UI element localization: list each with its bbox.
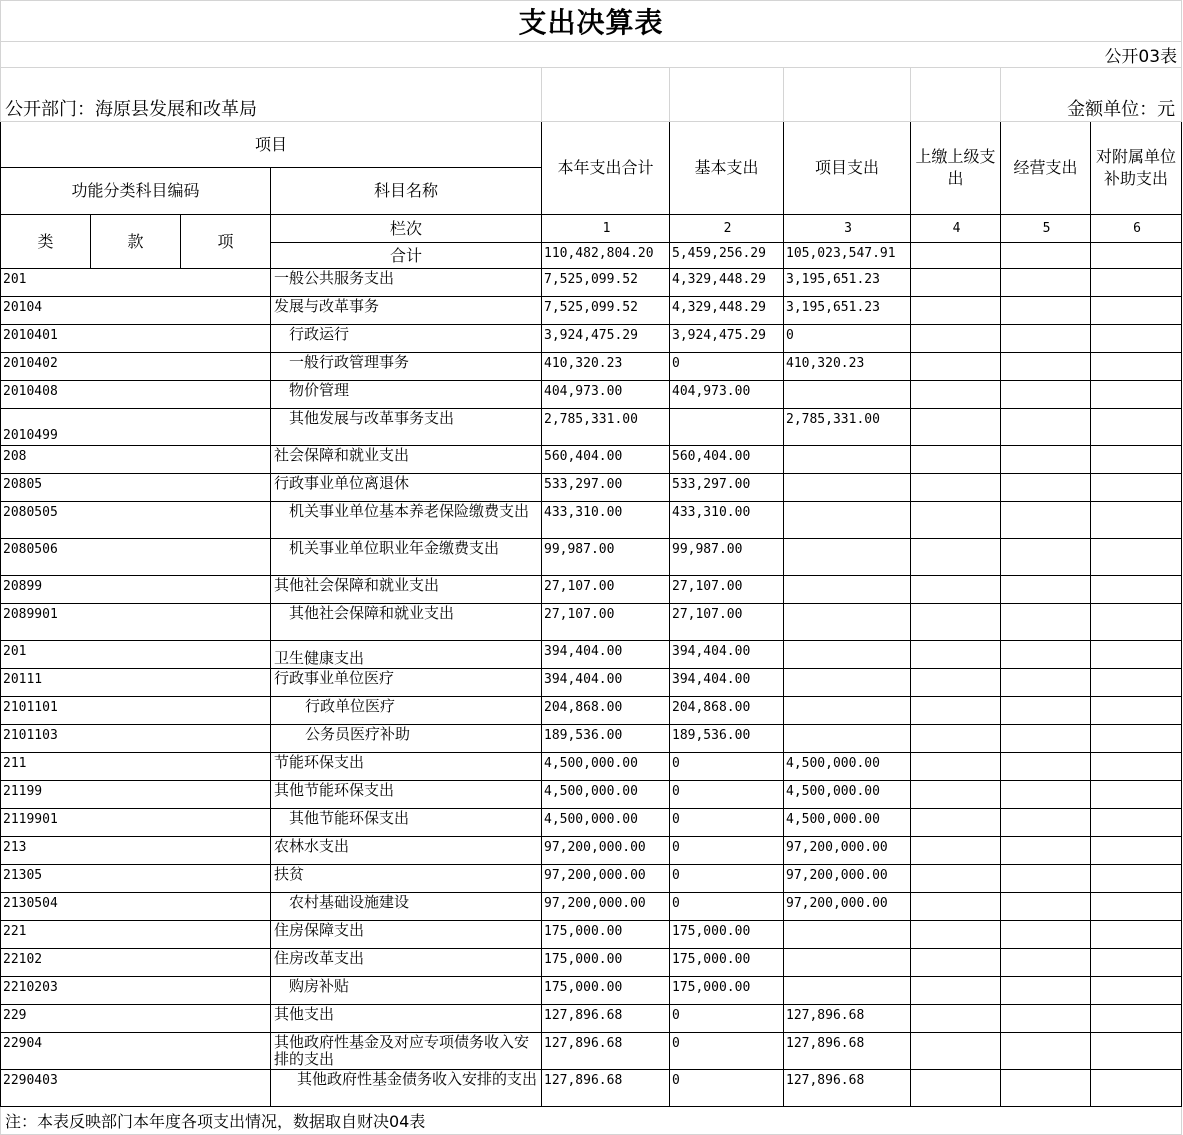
row-value-col-5 (1001, 809, 1091, 837)
row-value-col-1: 560,404.00 (542, 446, 670, 474)
row-value-col-3 (784, 669, 911, 697)
table-row (1, 1070, 1182, 1107)
row-value-col-4 (911, 474, 1001, 502)
table-row (1, 269, 1182, 297)
row-value-col-1: 433,310.00 (542, 502, 670, 539)
row-name: 物价管理 (271, 381, 542, 409)
row-value-col-4 (911, 325, 1001, 353)
row-code: 21305 (1, 865, 271, 893)
row-name: 行政事业单位医疗 (271, 669, 542, 697)
col-num-3: 3 (784, 215, 911, 243)
row-code: 201 (1, 641, 271, 669)
col-num-1: 1 (542, 215, 670, 243)
row-code: 221 (1, 921, 271, 949)
row-value-col-1: 2,785,331.00 (542, 409, 670, 446)
row-code: 2210203 (1, 977, 271, 1005)
row-value-col-2: 27,107.00 (670, 604, 784, 641)
row-value-col-3 (784, 576, 911, 604)
row-value-col-3: 0 (784, 325, 911, 353)
row-value-col-6 (1091, 297, 1182, 325)
row-name: 购房补贴 (271, 977, 542, 1005)
row-name: 卫生健康支出 (271, 641, 542, 669)
row-value-col-3: 2,785,331.00 (784, 409, 911, 446)
row-value-col-4 (911, 269, 1001, 297)
row-value-col-4 (911, 725, 1001, 753)
row-value-col-3 (784, 446, 911, 474)
row-value-col-1: 410,320.23 (542, 353, 670, 381)
row-value-col-5 (1001, 1033, 1091, 1070)
row-value-col-4 (911, 837, 1001, 865)
row-value-col-5 (1001, 474, 1091, 502)
row-value-col-2: 4,329,448.29 (670, 297, 784, 325)
row-value-col-3: 3,195,651.23 (784, 297, 911, 325)
row-value-col-2: 0 (670, 837, 784, 865)
row-value-col-5 (1001, 502, 1091, 539)
row-name: 节能环保支出 (271, 753, 542, 781)
row-value-col-5 (1001, 781, 1091, 809)
row-value-col-1: 404,973.00 (542, 381, 670, 409)
row-name: 行政单位医疗 (271, 697, 542, 725)
page-title: 支出决算表 (1, 1, 1182, 42)
row-value-col-4 (911, 381, 1001, 409)
row-value-col-4 (911, 297, 1001, 325)
row-value-col-3: 4,500,000.00 (784, 809, 911, 837)
table-row (1, 381, 1182, 409)
row-name: 机关事业单位基本养老保险缴费支出 (271, 502, 542, 539)
header-lanci: 栏次 (271, 215, 542, 243)
row-value-col-2 (670, 409, 784, 446)
row-value-col-5 (1001, 977, 1091, 1005)
row-value-col-2: 175,000.00 (670, 921, 784, 949)
row-value-col-4 (911, 669, 1001, 697)
table-row (1, 576, 1182, 604)
row-value-col-5 (1001, 865, 1091, 893)
row-value-col-1: 189,536.00 (542, 725, 670, 753)
row-value-col-6 (1091, 949, 1182, 977)
row-value-col-6 (1091, 474, 1182, 502)
row-value-col-4 (911, 865, 1001, 893)
row-value-col-6 (1091, 381, 1182, 409)
row-code: 201 (1, 269, 271, 297)
row-value-col-3 (784, 977, 911, 1005)
row-value-col-1: 3,924,475.29 (542, 325, 670, 353)
row-name: 其他节能环保支出 (271, 809, 542, 837)
table-row (1, 1033, 1182, 1070)
row-value-col-3: 97,200,000.00 (784, 865, 911, 893)
row-value-col-2: 433,310.00 (670, 502, 784, 539)
header-func-code: 功能分类科目编码 (1, 168, 271, 215)
col-num-6: 6 (1091, 215, 1182, 243)
row-value-col-6 (1091, 641, 1182, 669)
table-row (1, 893, 1182, 921)
row-value-col-1: 175,000.00 (542, 921, 670, 949)
row-value-col-1: 127,896.68 (542, 1070, 670, 1107)
row-value-col-1: 127,896.68 (542, 1005, 670, 1033)
row-value-col-6 (1091, 325, 1182, 353)
total-col-3: 105,023,547.91 (784, 243, 911, 269)
total-col-6 (1091, 243, 1182, 269)
row-code: 2080506 (1, 539, 271, 576)
row-value-col-3: 410,320.23 (784, 353, 911, 381)
row-value-col-6 (1091, 669, 1182, 697)
row-name: 其他节能环保支出 (271, 781, 542, 809)
row-value-col-2: 0 (670, 353, 784, 381)
row-value-col-2: 0 (670, 809, 784, 837)
total-col-4 (911, 243, 1001, 269)
header-kuan: 款 (91, 215, 181, 269)
row-value-col-6 (1091, 576, 1182, 604)
row-value-col-2: 0 (670, 753, 784, 781)
row-value-col-6 (1091, 502, 1182, 539)
row-value-col-3: 127,896.68 (784, 1033, 911, 1070)
row-code: 2101101 (1, 697, 271, 725)
table-row (1, 604, 1182, 641)
header-project: 项目 (1, 122, 542, 168)
row-value-col-5 (1001, 325, 1091, 353)
row-value-col-4 (911, 809, 1001, 837)
row-value-col-6 (1091, 753, 1182, 781)
header-col-2: 基本支出 (670, 122, 784, 215)
table-row (1, 539, 1182, 576)
row-value-col-1: 175,000.00 (542, 949, 670, 977)
row-value-col-3 (784, 539, 911, 576)
row-value-col-5 (1001, 297, 1091, 325)
row-code: 2010402 (1, 353, 271, 381)
row-value-col-5 (1001, 949, 1091, 977)
row-value-col-3 (784, 949, 911, 977)
row-value-col-5 (1001, 409, 1091, 446)
row-code: 213 (1, 837, 271, 865)
row-code: 20111 (1, 669, 271, 697)
row-value-col-4 (911, 1005, 1001, 1033)
row-value-col-3 (784, 502, 911, 539)
row-code: 2080505 (1, 502, 271, 539)
row-name: 其他支出 (271, 1005, 542, 1033)
row-value-col-6 (1091, 725, 1182, 753)
row-value-col-6 (1091, 921, 1182, 949)
row-value-col-2: 0 (670, 1005, 784, 1033)
row-value-col-6 (1091, 977, 1182, 1005)
header-col-5: 经营支出 (1001, 122, 1091, 215)
row-value-col-3 (784, 921, 911, 949)
row-value-col-4 (911, 893, 1001, 921)
row-name: 一般行政管理事务 (271, 353, 542, 381)
row-value-col-5 (1001, 921, 1091, 949)
table-row (1, 949, 1182, 977)
header-xiang: 项 (181, 215, 271, 269)
row-name: 其他社会保障和就业支出 (271, 576, 542, 604)
row-name: 发展与改革事务 (271, 297, 542, 325)
row-value-col-6 (1091, 353, 1182, 381)
row-value-col-4 (911, 697, 1001, 725)
table-row (1, 446, 1182, 474)
table-row (1, 1005, 1182, 1033)
header-col-3: 项目支出 (784, 122, 911, 215)
row-name: 行政运行 (271, 325, 542, 353)
row-code: 22102 (1, 949, 271, 977)
row-value-col-3: 127,896.68 (784, 1070, 911, 1107)
row-value-col-1: 175,000.00 (542, 977, 670, 1005)
row-value-col-4 (911, 502, 1001, 539)
row-value-col-4 (911, 576, 1001, 604)
header-subject-name: 科目名称 (271, 168, 542, 215)
col-num-5: 5 (1001, 215, 1091, 243)
row-value-col-5 (1001, 837, 1091, 865)
row-value-col-4 (911, 446, 1001, 474)
row-code: 20805 (1, 474, 271, 502)
row-value-col-3 (784, 474, 911, 502)
row-value-col-3: 4,500,000.00 (784, 781, 911, 809)
table-row (1, 297, 1182, 325)
row-value-col-3 (784, 725, 911, 753)
row-code: 20104 (1, 297, 271, 325)
col-num-2: 2 (670, 215, 784, 243)
header-col-1: 本年支出合计 (542, 122, 670, 215)
row-value-col-6 (1091, 837, 1182, 865)
header-lei: 类 (1, 215, 91, 269)
table-row (1, 641, 1182, 669)
row-value-col-3 (784, 381, 911, 409)
row-value-col-3 (784, 697, 911, 725)
row-code: 2130504 (1, 893, 271, 921)
row-value-col-6 (1091, 1033, 1182, 1070)
row-code: 20899 (1, 576, 271, 604)
row-value-col-5 (1001, 269, 1091, 297)
table-row (1, 502, 1182, 539)
total-col-5 (1001, 243, 1091, 269)
row-name: 一般公共服务支出 (271, 269, 542, 297)
row-value-col-5 (1001, 893, 1091, 921)
table-row (1, 409, 1182, 446)
table-row (1, 669, 1182, 697)
row-value-col-3 (784, 641, 911, 669)
row-value-col-2: 394,404.00 (670, 669, 784, 697)
row-name: 社会保障和就业支出 (271, 446, 542, 474)
col-num-4: 4 (911, 215, 1001, 243)
total-label: 合计 (271, 243, 542, 269)
row-value-col-2: 404,973.00 (670, 381, 784, 409)
row-name: 机关事业单位职业年金缴费支出 (271, 539, 542, 576)
row-value-col-5 (1001, 669, 1091, 697)
row-value-col-4 (911, 539, 1001, 576)
row-value-col-5 (1001, 725, 1091, 753)
row-value-col-1: 27,107.00 (542, 576, 670, 604)
row-value-col-1: 4,500,000.00 (542, 753, 670, 781)
row-value-col-6 (1091, 604, 1182, 641)
row-value-col-2: 189,536.00 (670, 725, 784, 753)
row-value-col-5 (1001, 576, 1091, 604)
row-value-col-6 (1091, 1005, 1182, 1033)
row-value-col-2: 394,404.00 (670, 641, 784, 669)
row-name: 公务员医疗补助 (271, 725, 542, 753)
row-value-col-1: 4,500,000.00 (542, 809, 670, 837)
row-value-col-2: 0 (670, 1033, 784, 1070)
row-value-col-1: 7,525,099.52 (542, 297, 670, 325)
row-value-col-1: 7,525,099.52 (542, 269, 670, 297)
row-code: 22904 (1, 1033, 271, 1070)
table-row (1, 325, 1182, 353)
table-row (1, 837, 1182, 865)
row-value-col-5 (1001, 604, 1091, 641)
row-value-col-1: 27,107.00 (542, 604, 670, 641)
row-value-col-1: 97,200,000.00 (542, 837, 670, 865)
row-value-col-1: 533,297.00 (542, 474, 670, 502)
row-value-col-2: 175,000.00 (670, 949, 784, 977)
row-value-col-2: 533,297.00 (670, 474, 784, 502)
row-name: 扶贫 (271, 865, 542, 893)
footnote: 注：本表反映部门本年度各项支出情况，数据取自财决04表 (1, 1107, 1182, 1135)
total-col-1: 110,482,804.20 (542, 243, 670, 269)
row-code: 208 (1, 446, 271, 474)
row-value-col-4 (911, 781, 1001, 809)
row-value-col-6 (1091, 893, 1182, 921)
header-col-6: 对附属单位补助支出 (1091, 122, 1182, 215)
table-row (1, 353, 1182, 381)
row-name: 其他发展与改革事务支出 (271, 409, 542, 446)
table-row (1, 809, 1182, 837)
row-value-col-5 (1001, 697, 1091, 725)
row-value-col-4 (911, 977, 1001, 1005)
row-value-col-1: 99,987.00 (542, 539, 670, 576)
row-value-col-2: 3,924,475.29 (670, 325, 784, 353)
row-value-col-3 (784, 604, 911, 641)
row-value-col-1: 97,200,000.00 (542, 893, 670, 921)
row-value-col-3: 4,500,000.00 (784, 753, 911, 781)
row-code: 211 (1, 753, 271, 781)
row-value-col-2: 4,329,448.29 (670, 269, 784, 297)
row-value-col-4 (911, 604, 1001, 641)
row-name: 其他政府性基金及对应专项债务收入安排的支出 (271, 1033, 542, 1070)
row-value-col-6 (1091, 409, 1182, 446)
total-col-2: 5,459,256.29 (670, 243, 784, 269)
table-row (1, 921, 1182, 949)
row-name: 其他政府性基金债务收入安排的支出 (271, 1070, 542, 1107)
row-value-col-2: 0 (670, 781, 784, 809)
form-code: 公开03表 (1, 42, 1182, 68)
row-value-col-2: 99,987.00 (670, 539, 784, 576)
row-value-col-4 (911, 1033, 1001, 1070)
row-name: 农林水支出 (271, 837, 542, 865)
row-value-col-2: 560,404.00 (670, 446, 784, 474)
row-value-col-6 (1091, 446, 1182, 474)
table-row (1, 725, 1182, 753)
row-value-col-2: 0 (670, 865, 784, 893)
row-name: 行政事业单位离退休 (271, 474, 542, 502)
row-value-col-5 (1001, 353, 1091, 381)
row-value-col-4 (911, 353, 1001, 381)
header-col-4: 上缴上级支出 (911, 122, 1001, 215)
row-value-col-1: 204,868.00 (542, 697, 670, 725)
row-value-col-6 (1091, 781, 1182, 809)
row-value-col-1: 394,404.00 (542, 641, 670, 669)
row-value-col-3: 97,200,000.00 (784, 837, 911, 865)
row-value-col-1: 4,500,000.00 (542, 781, 670, 809)
row-value-col-6 (1091, 697, 1182, 725)
row-value-col-6 (1091, 539, 1182, 576)
row-value-col-4 (911, 753, 1001, 781)
row-value-col-6 (1091, 269, 1182, 297)
row-value-col-2: 0 (670, 893, 784, 921)
table-row (1, 977, 1182, 1005)
row-value-col-4 (911, 1070, 1001, 1107)
department-label: 公开部门：海原县发展和改革局 (1, 68, 542, 122)
table-row (1, 753, 1182, 781)
row-value-col-1: 127,896.68 (542, 1033, 670, 1070)
row-code: 229 (1, 1005, 271, 1033)
row-code: 2119901 (1, 809, 271, 837)
row-value-col-4 (911, 409, 1001, 446)
row-value-col-2: 204,868.00 (670, 697, 784, 725)
row-code: 2010499 (1, 409, 271, 446)
unit-label: 金额单位：元 (1001, 68, 1182, 122)
row-value-col-5 (1001, 641, 1091, 669)
row-code: 2101103 (1, 725, 271, 753)
row-value-col-3: 97,200,000.00 (784, 893, 911, 921)
table-row (1, 781, 1182, 809)
row-code: 2089901 (1, 604, 271, 641)
row-code: 2010401 (1, 325, 271, 353)
row-value-col-5 (1001, 753, 1091, 781)
row-code: 2290403 (1, 1070, 271, 1107)
row-value-col-4 (911, 641, 1001, 669)
row-value-col-2: 175,000.00 (670, 977, 784, 1005)
row-value-col-6 (1091, 865, 1182, 893)
table-row (1, 697, 1182, 725)
row-value-col-3: 127,896.68 (784, 1005, 911, 1033)
row-value-col-3: 3,195,651.23 (784, 269, 911, 297)
row-value-col-6 (1091, 1070, 1182, 1107)
row-code: 2010408 (1, 381, 271, 409)
row-value-col-5 (1001, 539, 1091, 576)
row-name: 其他社会保障和就业支出 (271, 604, 542, 641)
row-value-col-2: 0 (670, 1070, 784, 1107)
row-name: 农村基础设施建设 (271, 893, 542, 921)
row-value-col-2: 27,107.00 (670, 576, 784, 604)
row-value-col-4 (911, 949, 1001, 977)
row-value-col-5 (1001, 1070, 1091, 1107)
row-value-col-4 (911, 921, 1001, 949)
row-value-col-5 (1001, 446, 1091, 474)
row-value-col-1: 97,200,000.00 (542, 865, 670, 893)
row-value-col-5 (1001, 1005, 1091, 1033)
row-name: 住房改革支出 (271, 949, 542, 977)
table-row (1, 865, 1182, 893)
row-code: 21199 (1, 781, 271, 809)
table-row (1, 474, 1182, 502)
row-name: 住房保障支出 (271, 921, 542, 949)
row-value-col-6 (1091, 809, 1182, 837)
row-value-col-1: 394,404.00 (542, 669, 670, 697)
row-value-col-5 (1001, 381, 1091, 409)
